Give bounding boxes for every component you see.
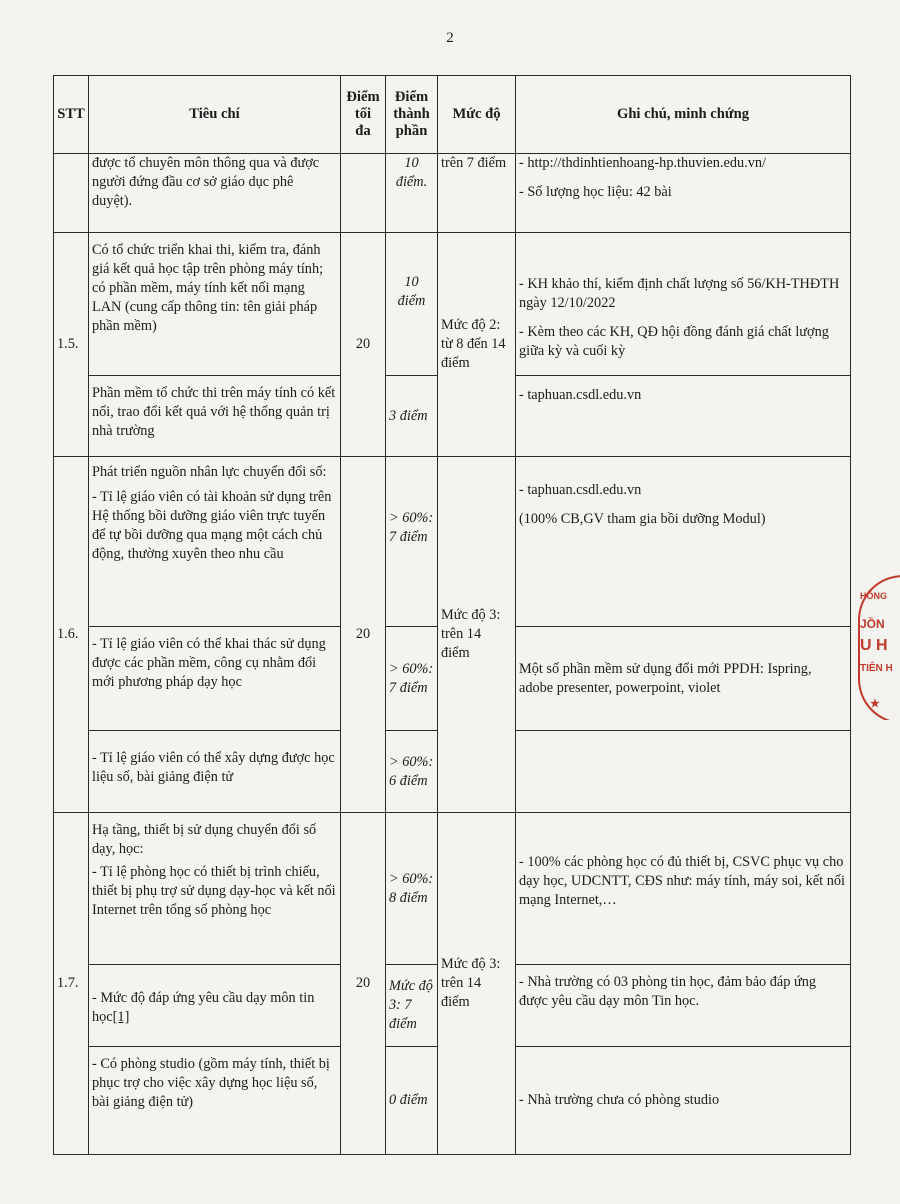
score-line: 8 điểm xyxy=(389,889,428,906)
header-line: phần xyxy=(395,123,428,139)
criteria-table xyxy=(53,75,851,1155)
stt-cell: 1.7. xyxy=(54,813,89,1155)
col-header-max-score xyxy=(341,76,386,154)
component-score-cell xyxy=(386,731,438,813)
criteria-heading: Hạ tầng, thiết bị sử dụng chuyển đổi số dạy, học: xyxy=(92,822,317,857)
criteria-cell: được tổ chuyên môn thông qua và được người đứng đầu cơ sở giáo dục phê duyệt). xyxy=(89,154,341,233)
stamp-text: JỒN xyxy=(860,617,885,631)
note-line: - Kèm theo các KH, QĐ hội đồng đánh giá chất lượng giữa kỳ và cuối kỳ xyxy=(519,324,829,359)
score-line: > 60%: xyxy=(389,870,434,887)
note-line: - taphuan.csdl.edu.vn xyxy=(519,482,642,498)
header-row xyxy=(54,76,851,154)
notes-cell: - taphuan.csdl.edu.vn xyxy=(516,376,851,457)
criteria-cell: - Tỉ lệ giáo viên có thể khai thác sử dụng được các phần mềm, công cụ nhằm đổi mới phương pháp dạy học xyxy=(89,627,341,731)
level-cell: Mức độ 3: trên 14 điểm xyxy=(438,457,516,813)
score-line: 7 điểm xyxy=(389,529,428,545)
notes-cell xyxy=(516,233,851,376)
component-score-cell xyxy=(386,627,438,731)
component-score-cell: 3 điểm xyxy=(386,376,438,457)
notes-cell xyxy=(516,457,851,627)
col-header-level: Mức độ xyxy=(438,76,516,154)
col-header-component-score xyxy=(386,76,438,154)
note-line: - Số lượng học liệu: 42 bài xyxy=(519,184,672,200)
header-line: Điểm xyxy=(346,89,380,105)
stamp-star-icon: ★ xyxy=(870,698,880,710)
max-score-cell: 20 xyxy=(341,813,386,1155)
col-header-criteria: Tiêu chí xyxy=(89,76,341,154)
score-line: 7 điểm xyxy=(389,679,428,696)
notes-cell: - Nhà trường có 03 phòng tin học, đảm bảo đáp ứng được yêu cầu dạy môn Tin học. xyxy=(516,965,851,1047)
component-score-cell: Mức độ 3: 7 điểm xyxy=(386,965,438,1047)
score-line: 6 điểm xyxy=(389,772,428,789)
criteria-cell: - Có phòng studio (gồm máy tính, thiết bị phục trợ cho việc xây dựng học liệu số, bài giảng điện tử) xyxy=(89,1047,341,1155)
criteria-item: - Tỉ lệ phòng học có thiết bị trình chiếu, thiết bị phụ trợ sử dụng dạy-học và kết nối Internet trên tổng số phòng học xyxy=(92,864,336,918)
criteria-cell: - Tỉ lệ giáo viên có thể xây dựng được học liệu số, bài giảng điện tử xyxy=(89,731,341,813)
criteria-heading: Phát triển nguồn nhân lực chuyển đổi số: xyxy=(92,464,327,480)
notes-cell xyxy=(516,154,851,233)
stt-cell: 1.5. xyxy=(54,233,89,457)
header-line: tối xyxy=(354,106,372,122)
level-cell: Mức độ 2: từ 8 đến 14 điểm xyxy=(438,233,516,457)
col-header-notes: Ghi chú, minh chứng xyxy=(516,76,851,154)
score-line: > 60%: xyxy=(389,510,434,526)
notes-cell: - Nhà trường chưa có phòng studio xyxy=(516,1047,851,1155)
component-score-cell: 0 điểm xyxy=(386,1047,438,1155)
component-score-cell: 10 điểm xyxy=(386,233,438,376)
criteria-cell: Có tổ chức triển khai thi, kiểm tra, đánh giá kết quả học tập trên phòng máy tính; có phần mềm, máy tính kết nối mạng LAN (cung cấp thông tin: tên giải pháp phần mềm) xyxy=(89,233,341,376)
notes-cell xyxy=(516,731,851,813)
criteria-cell xyxy=(89,965,341,1047)
red-stamp xyxy=(854,575,900,720)
max-score-cell: 20 xyxy=(341,457,386,813)
notes-cell: - 100% các phòng học có đủ thiết bị, CSVC phục vụ cho dạy học, UDCNTT, CĐS như: máy tính, máy soi, kết nối mạng Internet,… xyxy=(516,813,851,965)
component-score-cell xyxy=(386,813,438,965)
footnote-link[interactable]: [1] xyxy=(112,1009,130,1025)
max-score-cell xyxy=(341,154,386,233)
score-line: > 60%: xyxy=(389,660,434,677)
table-row xyxy=(54,813,851,965)
col-header-stt: STT xyxy=(54,76,89,154)
stt-cell xyxy=(54,154,89,233)
header-line: thành xyxy=(393,106,430,122)
header-line: Điểm xyxy=(394,89,429,105)
stt-cell: 1.6. xyxy=(54,457,89,813)
note-line: - http://thdinhtienhoang-hp.thuvien.edu.vn/ xyxy=(519,155,766,171)
stamp-text: TIÊN H xyxy=(860,663,893,674)
criteria-item: - Mức độ đáp ứng yêu cầu dạy môn tin học xyxy=(92,990,315,1025)
table-row xyxy=(54,154,851,233)
table-row xyxy=(54,457,851,627)
score-line: > 60%: xyxy=(389,753,434,770)
criteria-cell xyxy=(89,813,341,965)
criteria-item: - Tỉ lệ giáo viên có tài khoản sử dụng trên Hệ thống bồi dưỡng giáo viên trực tuyến để tự bồi dưỡng qua mạng một cách chủ động, thường xuyên theo nhu cầu xyxy=(92,489,332,562)
stamp-text: HỒNG xyxy=(860,591,887,601)
criteria-cell: Phần mềm tổ chức thi trên máy tính có kết nối, trao đổi kết quả với hệ thống quản trị nhà trường xyxy=(89,376,341,457)
note-line: - KH khảo thí, kiểm định chất lượng số 56/KH-THĐTH ngày 12/10/2022 xyxy=(519,276,840,311)
level-cell: Mức độ 3: trên 14 điểm xyxy=(438,813,516,1155)
table-row xyxy=(54,233,851,376)
note-line: (100% CB,GV tham gia bồi dưỡng Modul) xyxy=(519,511,766,527)
stamp-text: U H xyxy=(860,637,888,654)
notes-cell: Một số phần mềm sử dụng đổi mới PPDH: Ispring, adobe presenter, powerpoint, violet xyxy=(516,627,851,731)
level-cell: trên 7 điểm xyxy=(438,154,516,233)
component-score-cell: 10 điểm. xyxy=(386,154,438,233)
component-score-cell xyxy=(386,457,438,627)
page-number: 2 xyxy=(446,30,454,46)
max-score-cell: 20 xyxy=(341,233,386,457)
header-line: đa xyxy=(355,123,371,139)
criteria-cell xyxy=(89,457,341,627)
